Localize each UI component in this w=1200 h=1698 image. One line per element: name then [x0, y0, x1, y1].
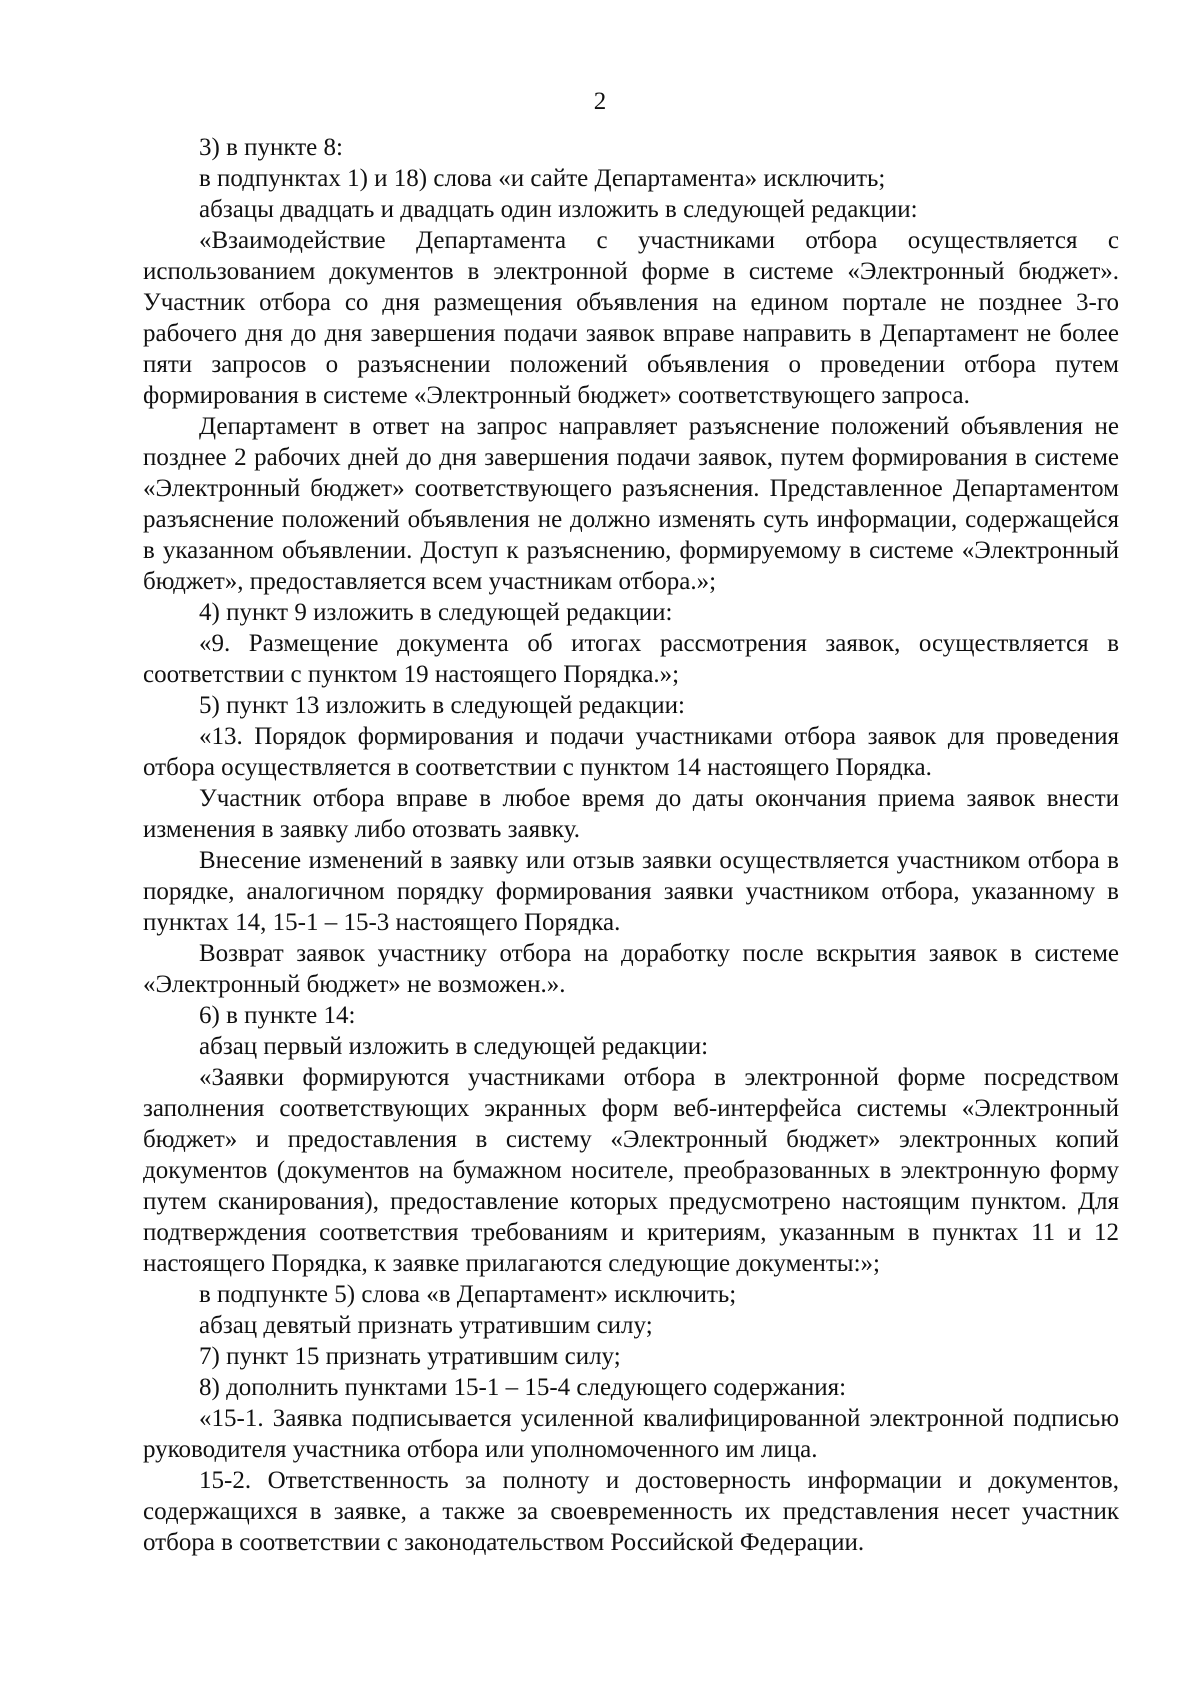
paragraph-withdraw: Участник отбора вправе в любое время до даты окончания приема заявок внести изменения в заявку либо отозвать заявку.: [143, 785, 1119, 843]
page-number: 2: [593, 88, 607, 115]
paragraph-subpoint-5: в подпункте 5) слова «в Департамент» исключить;: [199, 1281, 737, 1308]
paragraph-item-6-point-14: 6) в пункте 14:: [199, 1002, 356, 1029]
paragraph-abzacy-20-21: абзацы двадцать и двадцать один изложить в следующей редакции:: [199, 196, 918, 223]
paragraph-subpoints-1-18: в подпунктах 1) и 18) слова «и сайте Департамента» исключить;: [199, 165, 886, 192]
paragraph-item-3-point-8: 3) в пункте 8:: [199, 134, 343, 161]
paragraph-applications: «Заявки формируются участниками отбора в электронной форме посредством заполнения соответствующих экранных форм веб-интерфейса системы «Электронный бюджет» и предоставления в систему «Электронный бюджет» электронных копий документов (документов на бумажном носителе, преобразованных в электронную форму путем сканирования), предоставление которых предусмотрено настоящим пунктом. Для подтверждения соответствия требованиям и критериям, указанным в пунктах 11 и 12 настоящего Порядка, к заявке прилагаются следующие документы:»;: [143, 1064, 1119, 1277]
paragraph-clarification: Департамент в ответ на запрос направляет разъяснение положений объявления не позднее 2 рабочих дней до дня завершения подачи заявок, путем формирования в системе «Электронный бюджет» соответствующего разъяснения. Представленное Департаментом разъяснение положений объявления не должно изменять суть информации, содержащейся в указанном объявлении. Доступ к разъяснению, формируемому в системе «Электронный бюджет», предоставляется всем участникам отбора.»;: [143, 413, 1119, 595]
paragraph-item-7-point-15: 7) пункт 15 признать утратившим силу;: [199, 1343, 621, 1370]
paragraph-item-4-point-9: 4) пункт 9 изложить в следующей редакции:: [199, 599, 673, 626]
paragraph-interaction: «Взаимодействие Департамента с участниками отбора осуществляется с использованием документов в электронной форме в системе «Электронный бюджет». Участник отбора со дня размещения объявления на едином портале не позднее 3-го рабочего дня до дня завершения подачи заявок вправе направить в Департамент не более пяти запросов о разъяснении положений объявления о проведении отбора путем формирования в системе «Электронный бюджет» соответствующего запроса.: [143, 227, 1119, 409]
paragraph-item-5-point-13: 5) пункт 13 изложить в следующей редакции:: [199, 692, 685, 719]
paragraph-first-abzac: абзац первый изложить в следующей редакции:: [199, 1033, 709, 1060]
paragraph-point-15-2: 15-2. Ответственность за полноту и достоверность информации и документов, содержащихся в заявке, а также за своевременность их представления несет участник отбора в соответствии с законодательством Российской Федерации.: [143, 1467, 1119, 1556]
paragraph-return: Возврат заявок участнику отбора на доработку после вскрытия заявок в системе «Электронный бюджет» не возможен.».: [143, 940, 1119, 998]
document-body: [143, 132, 1119, 1558]
paragraph-item-8-add-points: 8) дополнить пунктами 15-1 – 15-4 следующего содержания:: [199, 1374, 847, 1401]
paragraph-point-15-1: «15-1. Заявка подписывается усиленной квалифицированной электронной подписью руководителя участника отбора или уполномоченного им лица.: [143, 1405, 1119, 1463]
paragraph-point-9-text: «9. Размещение документа об итогах рассмотрения заявок, осуществляется в соответствии с пунктом 19 настоящего Порядка.»;: [143, 630, 1119, 688]
paragraph-point-13-text: «13. Порядок формирования и подачи участниками отбора заявок для проведения отбора осуществляется в соответствии с пунктом 14 настоящего Порядка.: [143, 723, 1119, 781]
paragraph-changes: Внесение изменений в заявку или отзыв заявки осуществляется участником отбора в порядке, аналогичном порядку формирования заявки участником отбора, указанному в пунктах 14, 15-1 – 15-3 настоящего Порядка.: [143, 847, 1119, 936]
paragraph-abzac-9: абзац девятый признать утратившим силу;: [199, 1312, 653, 1339]
